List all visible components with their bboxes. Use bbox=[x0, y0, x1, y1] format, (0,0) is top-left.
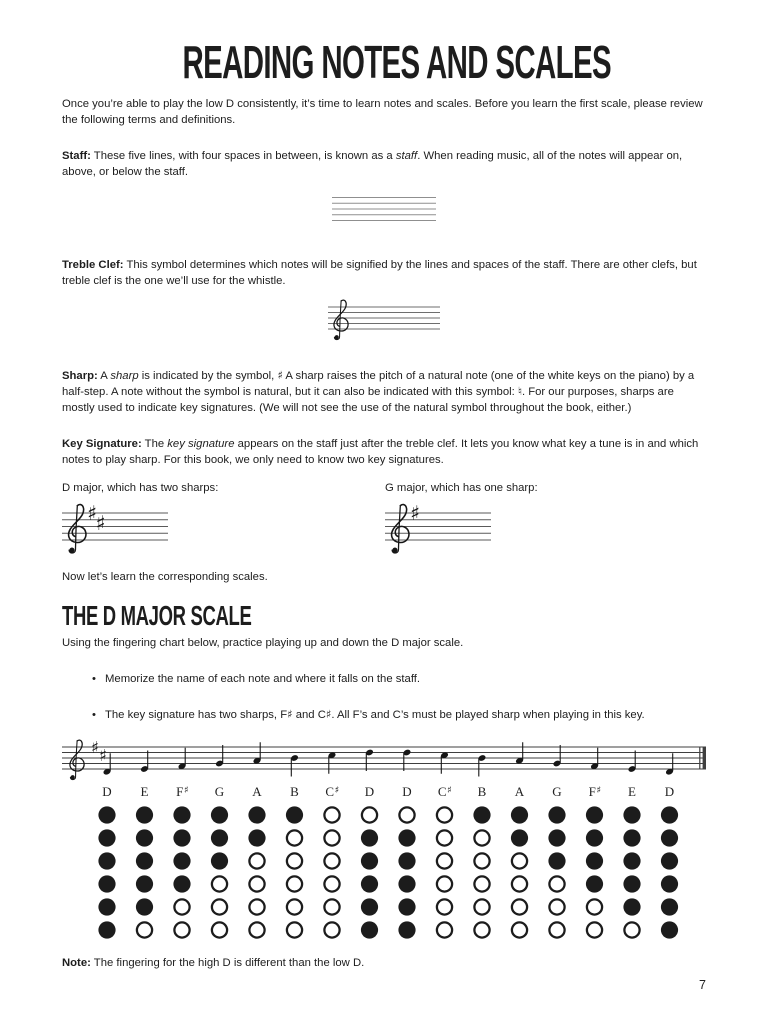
fingering-chart-grid bbox=[62, 805, 706, 941]
note-name-label: E bbox=[140, 784, 149, 799]
text-segment: A sharp raises the pitch of a natural note (one of the white keys on the piano) by a half-step. A note without the symbol is natural, but it can also be indicated with this symbol: bbox=[62, 370, 695, 398]
hole-open bbox=[399, 807, 414, 822]
hole-covered bbox=[398, 921, 415, 938]
text-segment: Memorize the name of each note and where it falls on the staff. bbox=[105, 673, 421, 685]
hole-covered bbox=[661, 875, 678, 892]
hole-open bbox=[324, 922, 339, 937]
sharp-sign: ♯ bbox=[95, 511, 106, 536]
text-segment: Using the fingering chart below, practice playing up and down the D major scale. bbox=[62, 637, 464, 649]
page-title-text: READING NOTES AND SCALES bbox=[182, 36, 611, 88]
fingering-chart bbox=[62, 805, 706, 941]
hole-open bbox=[287, 853, 302, 868]
hole-covered bbox=[173, 852, 190, 869]
hole-covered bbox=[173, 829, 190, 846]
hole-covered bbox=[511, 829, 528, 846]
hole-open bbox=[474, 853, 489, 868]
fingering-column bbox=[361, 807, 378, 938]
hole-covered bbox=[398, 829, 415, 846]
hole-open bbox=[437, 899, 452, 914]
fingering-column bbox=[324, 807, 339, 937]
hole-covered bbox=[661, 852, 678, 869]
section-heading bbox=[62, 601, 706, 631]
hole-open bbox=[249, 876, 264, 891]
hole-open bbox=[324, 899, 339, 914]
hole-covered bbox=[98, 875, 115, 892]
hole-covered bbox=[398, 852, 415, 869]
d-major-scale-chart bbox=[62, 737, 706, 941]
hole-covered bbox=[361, 921, 378, 938]
key-signature-staves bbox=[62, 501, 706, 559]
hole-covered bbox=[136, 852, 153, 869]
text-segment: ♯ bbox=[325, 708, 332, 721]
hole-covered bbox=[361, 829, 378, 846]
hole-covered bbox=[211, 829, 228, 846]
text-segment: Once you’re able to play the low D consistently, it’s time to learn notes and scales. Before you learn the first scale, please review the following terms and definitions. bbox=[62, 98, 703, 126]
hole-covered bbox=[136, 806, 153, 823]
note-name-label: A bbox=[514, 784, 525, 799]
text-segment: ♯ bbox=[277, 369, 283, 382]
treble-clef-figure bbox=[62, 295, 706, 350]
hole-open bbox=[474, 876, 489, 891]
hole-open bbox=[624, 922, 639, 937]
hole-open bbox=[437, 830, 452, 845]
hole-covered bbox=[623, 898, 640, 915]
hole-open bbox=[324, 853, 339, 868]
footnote bbox=[62, 955, 706, 971]
note-name-label: G bbox=[552, 784, 562, 799]
intro-paragraph bbox=[62, 96, 706, 128]
text-segment: is indicated by the symbol, bbox=[138, 370, 278, 382]
hole-covered bbox=[398, 898, 415, 915]
hole-covered bbox=[211, 852, 228, 869]
hole-covered bbox=[361, 875, 378, 892]
hole-covered bbox=[473, 806, 490, 823]
hole-open bbox=[212, 876, 227, 891]
treble-clef-ball bbox=[69, 548, 74, 553]
note-name-label: G bbox=[214, 784, 225, 799]
note-name-label: D bbox=[102, 784, 112, 799]
hole-open bbox=[474, 830, 489, 845]
hole-covered bbox=[98, 806, 115, 823]
staff-figure bbox=[62, 196, 706, 227]
fingering-column bbox=[437, 807, 452, 937]
hole-open bbox=[512, 899, 527, 914]
staff-definition bbox=[62, 148, 706, 180]
hole-open bbox=[249, 853, 264, 868]
text-segment: key signature bbox=[167, 438, 235, 450]
fingering-column bbox=[286, 806, 303, 937]
hole-open bbox=[324, 830, 339, 845]
hole-open bbox=[549, 922, 564, 937]
hole-covered bbox=[248, 806, 265, 823]
hole-open bbox=[137, 922, 152, 937]
hole-covered bbox=[548, 852, 565, 869]
text-segment: Note: bbox=[62, 957, 91, 969]
hole-covered bbox=[548, 829, 565, 846]
text-segment: The fingering for the high D is different than the low D. bbox=[90, 957, 365, 969]
fingering-column bbox=[136, 806, 153, 937]
note-name-label: C♯ bbox=[437, 784, 452, 799]
hole-covered bbox=[623, 852, 640, 869]
text-segment: ♯ bbox=[287, 708, 293, 721]
text-segment: ♮ bbox=[517, 385, 522, 398]
g-major-label: G major, which has one sharp: bbox=[385, 482, 538, 494]
hole-open bbox=[249, 899, 264, 914]
note-name-label: F♯ bbox=[588, 784, 601, 799]
hole-open bbox=[287, 922, 302, 937]
hole-open bbox=[174, 922, 189, 937]
hole-covered bbox=[98, 829, 115, 846]
text-segment: appears on the staff just after the treble clef. It lets you know what key a tune is in and which notes to play sharp. For this book, we only need to know two key signatures. bbox=[62, 438, 699, 466]
blank-staff-image bbox=[332, 196, 436, 222]
hole-covered bbox=[586, 806, 603, 823]
hole-open bbox=[437, 807, 452, 822]
hole-open bbox=[287, 830, 302, 845]
hole-covered bbox=[586, 875, 603, 892]
hole-covered bbox=[548, 806, 565, 823]
hole-covered bbox=[248, 829, 265, 846]
barline-thick bbox=[703, 747, 706, 770]
treble-clef-ball bbox=[392, 548, 397, 553]
hole-open bbox=[512, 853, 527, 868]
hole-covered bbox=[623, 806, 640, 823]
hole-open bbox=[212, 922, 227, 937]
text-segment: A bbox=[97, 370, 111, 382]
key-signature-definition bbox=[62, 436, 706, 468]
treble-clef-ball bbox=[71, 775, 75, 779]
hole-covered bbox=[211, 806, 228, 823]
text-segment: Treble Clef: bbox=[62, 259, 124, 271]
scale-staff-image bbox=[62, 737, 706, 781]
hole-open bbox=[324, 876, 339, 891]
fingering-column bbox=[661, 806, 678, 938]
fingering-column bbox=[548, 806, 565, 937]
note-name-label: F♯ bbox=[176, 784, 189, 799]
text-segment: Staff: bbox=[62, 150, 91, 162]
hole-open bbox=[287, 899, 302, 914]
hole-open bbox=[437, 922, 452, 937]
hole-open bbox=[512, 876, 527, 891]
hole-covered bbox=[173, 806, 190, 823]
key-signature-labels bbox=[62, 481, 706, 495]
sharp-sign: ♯ bbox=[87, 501, 97, 526]
text-segment: Sharp: bbox=[62, 370, 98, 382]
text-segment: This symbol determines which notes will be signified by the lines and spaces of the staff. There are other clefs, but treble clef is the one we’ll use for the whistle. bbox=[62, 259, 697, 287]
note-name-label: A bbox=[252, 784, 262, 799]
hole-covered bbox=[361, 852, 378, 869]
hole-open bbox=[212, 899, 227, 914]
text-segment: The key signature has two sharps, F bbox=[105, 709, 288, 721]
section-heading-text: THE D MAJOR SCALE bbox=[62, 600, 252, 631]
fingering-column bbox=[473, 806, 490, 937]
hole-covered bbox=[661, 806, 678, 823]
hole-open bbox=[549, 899, 564, 914]
fingering-column bbox=[211, 806, 228, 937]
text-segment: Key Signature: bbox=[62, 438, 142, 450]
hole-covered bbox=[511, 806, 528, 823]
hole-covered bbox=[586, 852, 603, 869]
fingering-column bbox=[98, 806, 115, 938]
hole-open bbox=[474, 922, 489, 937]
hole-covered bbox=[361, 898, 378, 915]
barline-thin bbox=[699, 747, 700, 770]
note-name-label: D bbox=[664, 784, 675, 799]
hole-covered bbox=[98, 852, 115, 869]
note-name-label: B bbox=[290, 784, 299, 799]
note-names-row bbox=[62, 784, 706, 802]
now-learn-text: Now let’s learn the corresponding scales. bbox=[62, 571, 268, 583]
hole-covered bbox=[136, 829, 153, 846]
d-major-key-signature-image bbox=[62, 501, 172, 559]
hole-open bbox=[437, 853, 452, 868]
sharp-definition bbox=[62, 368, 706, 416]
hole-open bbox=[324, 807, 339, 822]
hole-covered bbox=[398, 875, 415, 892]
hole-open bbox=[362, 807, 377, 822]
text-segment: sharp bbox=[110, 370, 139, 382]
hole-covered bbox=[623, 875, 640, 892]
hole-open bbox=[549, 876, 564, 891]
text-segment: . For our purposes, sharps are mostly used to indicate key signatures. (We will not see the use of the natural symbol throughout the book, either.) bbox=[62, 386, 674, 414]
bullet-key-signature bbox=[92, 707, 706, 723]
d-major-label: D major, which has two sharps: bbox=[62, 482, 219, 494]
hole-covered bbox=[586, 829, 603, 846]
hole-covered bbox=[661, 898, 678, 915]
fingering-column bbox=[248, 806, 265, 937]
fingering-column bbox=[173, 806, 190, 937]
text-segment: and C bbox=[292, 709, 326, 721]
hole-open bbox=[174, 899, 189, 914]
treble-clef-ball bbox=[335, 335, 339, 339]
hole-covered bbox=[623, 829, 640, 846]
text-segment: staff bbox=[395, 150, 418, 162]
sharp-sign: ♯ bbox=[410, 501, 420, 526]
hole-covered bbox=[136, 875, 153, 892]
hole-open bbox=[587, 899, 602, 914]
note-name-label: C♯ bbox=[325, 784, 340, 799]
treble-clef-icon bbox=[328, 295, 440, 345]
hole-covered bbox=[173, 875, 190, 892]
hole-covered bbox=[98, 921, 115, 938]
page-title bbox=[62, 36, 706, 88]
fingering-column bbox=[586, 806, 603, 937]
hole-open bbox=[587, 922, 602, 937]
hole-covered bbox=[136, 898, 153, 915]
hole-covered bbox=[661, 829, 678, 846]
hole-open bbox=[474, 899, 489, 914]
text-segment: These five lines, with four spaces in between, is known as a bbox=[90, 150, 396, 162]
hole-open bbox=[287, 876, 302, 891]
g-major-key-signature-image bbox=[385, 501, 495, 559]
note-name-label: D bbox=[402, 784, 412, 799]
note-name-label: D bbox=[364, 784, 375, 799]
hole-covered bbox=[286, 806, 303, 823]
text-segment: . All F’s and C’s must be played sharp when playing in this key. bbox=[331, 709, 645, 721]
sharp-sign: ♯ bbox=[99, 746, 107, 766]
text-segment: . When reading music, all of the notes will appear on, above, or below the staff. bbox=[62, 150, 683, 178]
hole-open bbox=[437, 876, 452, 891]
fingering-column bbox=[511, 806, 528, 937]
sharp-sign: ♯ bbox=[91, 737, 99, 757]
section-lead bbox=[62, 635, 706, 651]
bullet-memorize bbox=[92, 671, 706, 687]
note-name-label: B bbox=[477, 784, 487, 799]
fingering-column bbox=[398, 807, 415, 938]
treble-clef-definition bbox=[62, 257, 706, 289]
now-learn-line bbox=[62, 569, 706, 585]
hole-open bbox=[249, 922, 264, 937]
note-name-label: E bbox=[628, 784, 636, 799]
fingering-column bbox=[623, 806, 640, 937]
hole-covered bbox=[661, 921, 678, 938]
page-number: 7 bbox=[699, 978, 706, 992]
hole-open bbox=[512, 922, 527, 937]
bullet-list bbox=[62, 671, 706, 723]
text-segment: The bbox=[141, 438, 168, 450]
hole-covered bbox=[98, 898, 115, 915]
